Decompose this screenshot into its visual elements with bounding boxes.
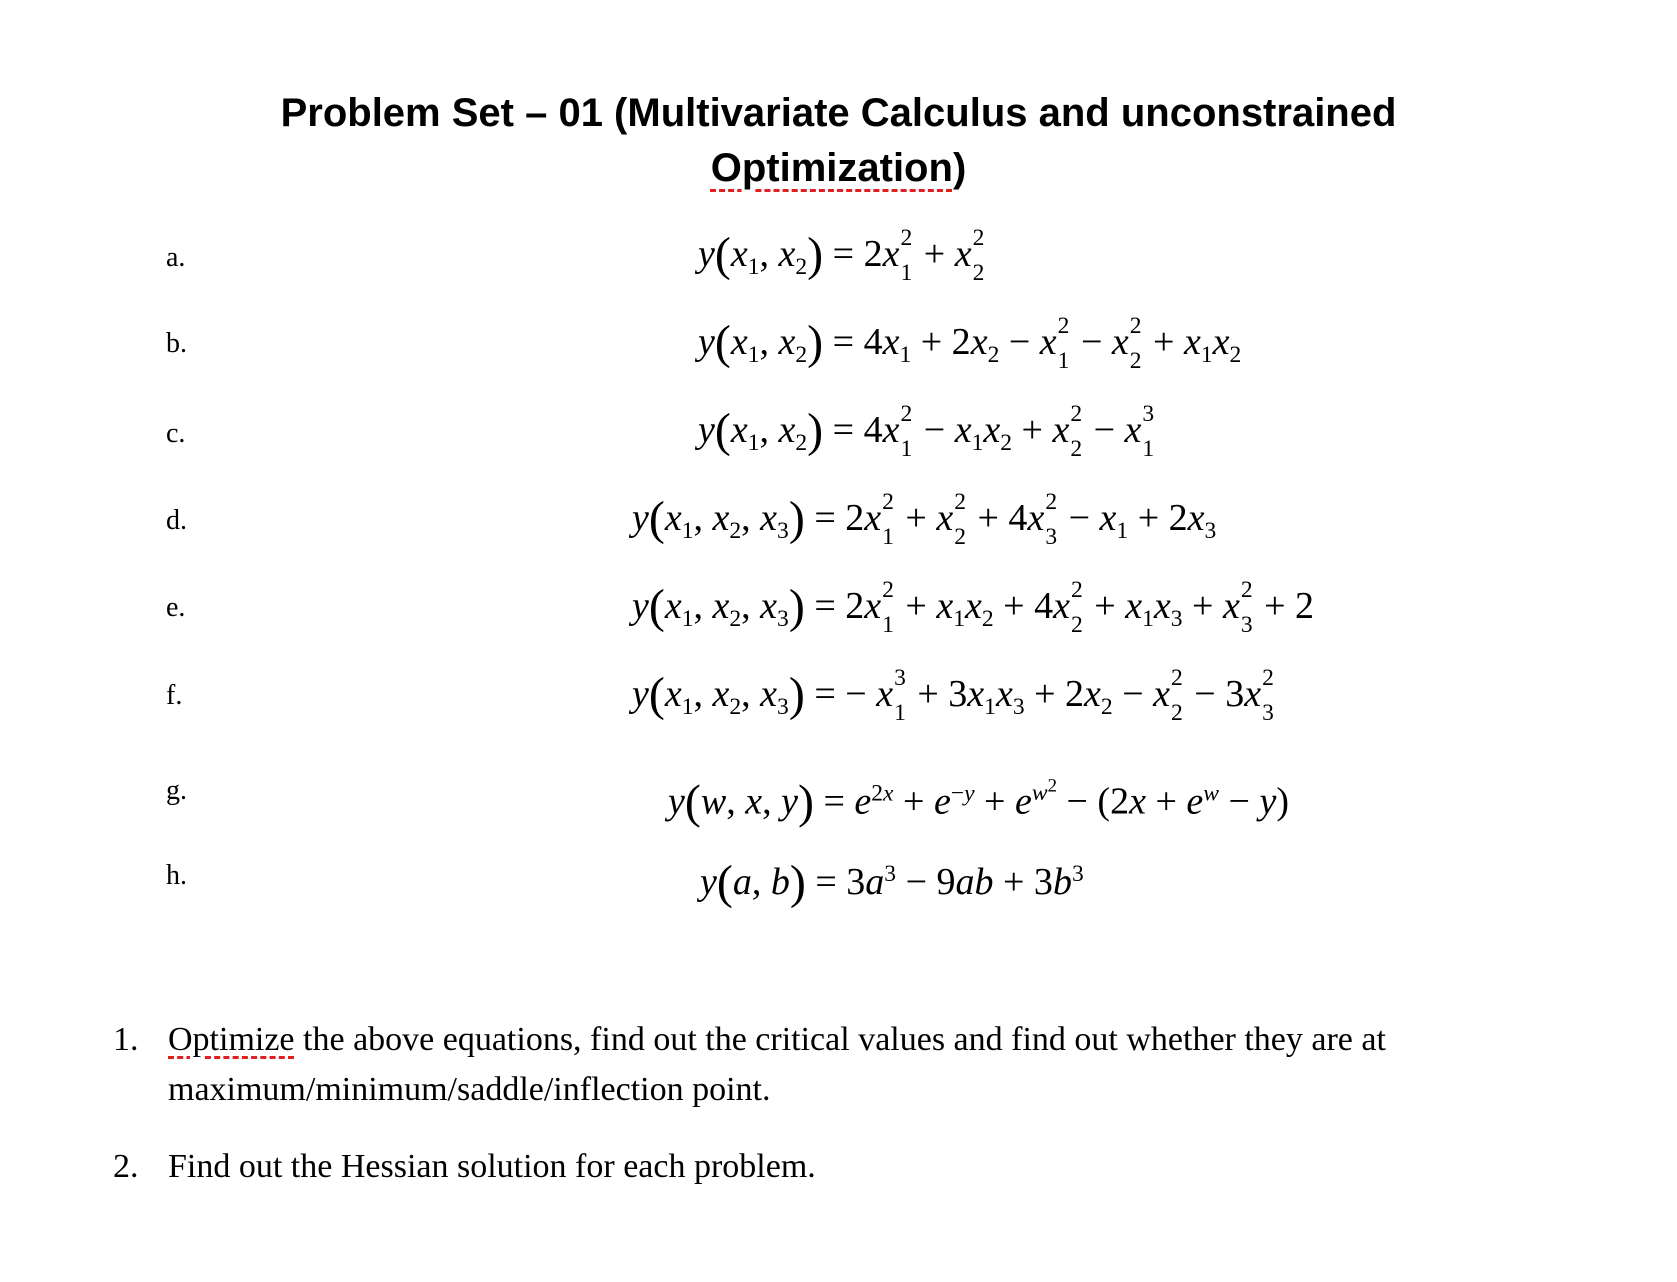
problem-label-h: h. (166, 860, 187, 891)
problem-label-f: f. (166, 680, 183, 711)
problem-label-e: e. (166, 592, 186, 623)
page-title-line-1: Problem Set – 01 (Multivariate Calculus and unconstrained (280, 91, 1397, 135)
task-2-text: Find out the Hessian solution for each problem. (168, 1148, 816, 1185)
problem-label-b: b. (166, 328, 187, 359)
equation-f: $y(x_1$, $x_2$, $x_3$) = − x 3 1 + $3x_1x_3 + 2x_2 - x$ 2 2 − 3x 2 3 (632, 665, 1274, 727)
equation-b: $y(x_1$, $x_2) = 4x_1 + 2x_2 - x$ 2 1 − x 2 2 + $x_1x_2$ (698, 313, 1242, 375)
equation-h: y(a, $b) = 3a^3 - 9ab + 3b^3$ (700, 855, 1084, 909)
equation-g: y(w, x, $y) = e^{2x} + e^{-y} + e^{w^2} - (2x + e^w - y)$ (668, 775, 1289, 829)
equation-e: $y(x_1$, $x_2$, $x_3) = 2x$ 2 1 + $x_1x_2 + 4x$ 2 2 + $x_1x_3 + x$ 2 3 + 2 (632, 577, 1315, 639)
page-title-line-2 (0, 140, 1677, 196)
task-2-number: 2. (113, 1148, 139, 1185)
problem-label-c: c. (166, 418, 186, 449)
problem-label-a: a. (166, 242, 186, 273)
task-1-text: the above equations, find out the critical values and find out whether they are at maximum/minimum/saddle/inflection point. (168, 1021, 1386, 1108)
task-1-number: 1. (113, 1021, 139, 1058)
title-close-paren: ) (952, 146, 967, 190)
equation-a: $y(x_1$, $x_2) = 2x$ 2 1 + x 2 2 (698, 225, 985, 287)
equation-d: $y(x_1$, $x_2$, $x_3) = 2x$ 2 1 + x 2 2 + 4x 2 3 − $x_1 + 2x_3$ (632, 489, 1217, 551)
problem-label-d: d. (166, 505, 187, 536)
problem-label-g: g. (166, 775, 187, 806)
equation-c: $y(x_1$, $x_2) = 4x$ 2 1 − $x_1x_2 + x$ 2 2 − x 3 1 (698, 401, 1155, 463)
spellcheck-word: Optimization (710, 146, 953, 190)
spellcheck-word: Optimize (168, 1021, 295, 1058)
